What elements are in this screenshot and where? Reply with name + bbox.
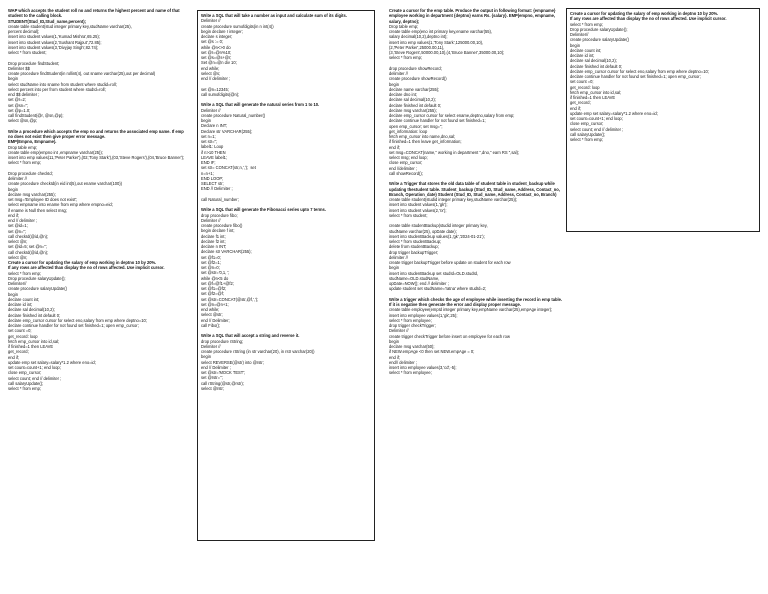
code-line: set @n=@n+1; [201, 301, 229, 307]
code-line: begin [570, 42, 581, 48]
code-line: select REVERSE(@str) into @rstr; [201, 359, 264, 365]
question-text: EMP(Empno, Empname). [8, 139, 57, 145]
code-line: Delimiter // [201, 217, 221, 223]
code-line: declare id int; [570, 53, 595, 58]
code-line: delimiter // [389, 254, 408, 260]
code-line: insert into student values(2,'rx'); [389, 207, 447, 213]
code-line: get_record; [8, 349, 29, 355]
code-line: declare dno int; [389, 92, 417, 97]
code-line: set @n=0; [201, 265, 220, 270]
code-line: Delimiter // [389, 328, 409, 334]
code-line: Declare n INT; [201, 123, 227, 129]
code-line: Declare str VARCHAR(255); [201, 128, 253, 134]
code-line: set @s=@s+@r; [201, 55, 232, 60]
code-line: end if; [8, 212, 20, 218]
code-line: insert into employee values(3,'cd',-5); [389, 365, 457, 370]
code-line: if finished=1 then leave get_information; [389, 139, 462, 145]
question-text: Write a Trigger that stores the old data table of student table in student_backup while updating thestudent table. Student_backup (Stud_ID, Stud_name, Address, Contact_no, Branch, Operation_date) Student (Stud_ID, Stud_name, Address, Contact_no, Branch) [389, 181, 562, 197]
code-line: set @s := 0; [201, 39, 224, 45]
code-line: begin [389, 81, 400, 87]
code-line: select @rstr; [201, 385, 225, 391]
code-line: create procedure sumofdigits(in n int(4)) [201, 23, 274, 29]
code-line: Drop procedure checkId; [8, 170, 53, 176]
code-line: set @id=1; [8, 223, 28, 229]
code-line: insert into student values(3,'Divyjay Singh',82.74); [8, 44, 99, 50]
code-line: call Fibo(); [201, 322, 221, 328]
code-line: (2,'Peter Parker',25000.00,11), [389, 44, 445, 50]
code-line: end $$ delimiter ; [8, 92, 40, 97]
code-line: select msg; end loop; [389, 155, 428, 160]
code-line: call sumofdigits(@n); [201, 91, 240, 97]
code-line: select * from employee; [389, 317, 432, 323]
code-line: declare msg varchar(255); [8, 191, 56, 197]
code-line: select * from employee; [389, 370, 432, 376]
code-line: create procedure salaryUpdate() [570, 37, 629, 43]
code-line: set @p=1.0; [8, 107, 31, 113]
code-line: drop procedure showRecord; [389, 65, 442, 71]
code-line: declare msg varchar(255); [389, 107, 437, 113]
code-line: call showRecord(); [389, 170, 423, 176]
code-line: close emp_cursor; [570, 121, 604, 127]
code-line: Delimiter // [201, 343, 221, 349]
code-line: n=n+1; [201, 170, 214, 176]
code-line: select * from emp; [570, 137, 603, 142]
code-line: declare sal decimal(10,2); [8, 307, 55, 313]
code-line: declare f2 int; [201, 238, 226, 244]
code-line: end// delimiter ; [389, 359, 417, 365]
code-line: create procedure salaryUpdate() [8, 286, 67, 292]
code-line: declare id int; [8, 302, 33, 307]
code-line: update emp set salary=salary*1.2 where eno=id; [8, 359, 96, 365]
code-line: end // Delimiter ; [201, 364, 231, 370]
code-line: insert into emp values(11,'Peter Parker'),(02,'Tony Stark'),(03,'Steve Rogers'),(04,'Bruce Banner'); [8, 155, 185, 160]
code-line: declare count int; [570, 47, 602, 53]
code-line: declare msg varchar(50); [389, 344, 435, 349]
code-line: set count =0; [570, 79, 594, 85]
code-line: declare emp_cursor cursor for select eno,salary from emp where deptno=10; [570, 68, 709, 74]
code-line: Drop procedure salaryUpdate(); [8, 275, 66, 281]
code-line: update student set studName='ratna' where studId=2; [389, 286, 487, 292]
code-line: LEAVE label1; [201, 154, 228, 160]
code-line: begin [8, 291, 19, 297]
code-line: set @f=@f1+@f2; [201, 280, 234, 286]
code-line: create procedure checkId(in eid int(5),out ename varchar(100)) [8, 181, 122, 187]
code-line: declare continue handler for not found set finished=1; open emp_cursor; [570, 74, 701, 79]
code-line: declare sal decimal(10,2); [570, 58, 617, 64]
code-line: select * from emp; [570, 21, 603, 27]
code-line: end if; [389, 144, 401, 150]
question-text: STUDENT(Stud_ID,Stud_name,percent); [8, 18, 87, 24]
code-line: select @n; [8, 254, 28, 260]
code-line: insert into student values(1,'gk'); [389, 202, 448, 208]
code-line: set @sn=''; [8, 102, 29, 108]
code-line: create procedure rString (in str varchar(20), in rstr varchar(20)) [201, 349, 315, 354]
code-line: if finished=1 then LEAVE [8, 344, 54, 349]
code-line: Drop table emp; [389, 23, 419, 29]
code-line: declare continue handler for not found set finished=1; open emp_cursor; [8, 323, 139, 328]
code-line: studName varchar(25), opDate date); [389, 228, 457, 234]
question-text: Write a SQL that will generate the Fibonacci series upto 7 terms. [201, 207, 326, 213]
code-line: salary decimal(10,2),deptno int); [389, 34, 448, 40]
code-line: drop trigger checkTrigger; [389, 323, 436, 328]
code-line: insert into studentBackup set studId=OLD.studId, [389, 270, 479, 276]
code-line: if ename is Null then select msg; [8, 207, 67, 213]
code-line: select @s; [201, 70, 221, 76]
code-line: select * from student; [389, 212, 428, 218]
code-line: percent decimal); [8, 29, 40, 34]
code-line: declare continue handler for not found set finished=1; [389, 118, 486, 124]
code-line: end // delimiter ; [8, 218, 38, 223]
code-line: end if; [389, 354, 401, 360]
code-line: while @n<5 do [201, 275, 229, 281]
code-line: if finished=1 then LEAVE [570, 95, 616, 100]
code-line: select percent into per from student where studId=roll; [8, 86, 106, 92]
code-line: set @str=CONCAT(@str,@f,','); [201, 296, 259, 302]
code-line: declare count int; [8, 296, 40, 302]
code-line: create table student(stud integer primary key,studName varchar(25), [8, 23, 132, 29]
code-line: set @r=@n%10; [201, 49, 232, 55]
code-line: begin [8, 186, 19, 192]
code-line: set n=1; [201, 133, 216, 139]
code-line: select * from emp; [389, 55, 422, 61]
code-line: create procedure Natural_number() [201, 112, 266, 118]
code-line: declare f1 int; [201, 233, 226, 239]
code-line: drop procedure fibo; [201, 212, 238, 218]
code-line: create table student(studid integer primary key,studName varchar(25)); [389, 197, 518, 202]
code-line: select * from emp; [8, 386, 41, 391]
code-line: set @r=2; [8, 97, 26, 103]
code-line: set count=count+1; end loop; [570, 116, 623, 121]
question-text: Write a SQL that will take a number as input and calculate sum of its digits. [201, 13, 347, 18]
question-text: Create a cursor for updating the salary of emp working in deptno 10 by 20%. [8, 260, 157, 265]
code-line: select * from emp; [8, 160, 41, 166]
code-line: select studName into sname from student where studid=roll; [8, 81, 117, 87]
code-line: set count=count+1; end loop; [8, 365, 61, 370]
code-line: call salaryUpdate(); [570, 131, 606, 137]
code-line: begin [201, 118, 212, 123]
code-line: Delimiter// [570, 32, 589, 37]
code-line: declare n INT; [201, 244, 227, 249]
code-line: select empname into ename from emp where empno=eid; [8, 202, 113, 208]
code-line: set count =0; [8, 328, 32, 334]
code-line: begin [389, 338, 400, 344]
code-line: select count; end // delimiter ; [8, 375, 62, 381]
code-line: label1: Loop [201, 144, 224, 150]
code-line: declare sal decimal(10,2); [389, 97, 436, 103]
code-line: begin [201, 354, 212, 360]
code-line: set str=''; [201, 139, 218, 144]
code-line: call checkId(@id,@n); [8, 233, 49, 239]
code-line: insert into student values(2,'Sushant Rajput',72.85); [8, 39, 102, 45]
code-line: Delimiter// [8, 281, 27, 286]
code-line: Drop table emp; [8, 144, 38, 150]
code-line: call checkId(@id,@n); [8, 249, 49, 255]
code-line: set msg='Employee ID does not exist'; [8, 197, 78, 202]
code-line: Delimiter // [201, 18, 221, 24]
code-line: drop procedure rString; [201, 338, 244, 344]
code-line: set @str='0,1, '; [201, 270, 230, 276]
code-line: select * from studentBackup; [389, 239, 442, 244]
code-line: fetch emp_cursor into id,sal; [8, 338, 60, 344]
code-line: Drop procedure salaryUpdate(); [570, 26, 628, 32]
code-line: end while; [201, 65, 220, 71]
code-line: END IF; [201, 160, 216, 165]
code-line: END // Delimiter ; [201, 186, 233, 192]
code-line: if NEW.empAge <0 then set NEW.empAge = 0; [389, 349, 475, 355]
code-line: declare str VARCHAR(255); [201, 249, 252, 255]
code-line: SELECT str; [201, 181, 224, 186]
code-line: Delimiter $$ [8, 65, 30, 71]
code-line: set @f2=1; [201, 259, 221, 265]
code-line: declare finished int default 0; [389, 102, 442, 108]
code-line: call findStudent(@r, @sn,@p); [8, 113, 64, 118]
code-line: fetch emp_cursor into id,sal; [570, 89, 622, 95]
code-line: delete from studentBackup; [389, 244, 439, 250]
code-line: insert into emp values(1,'Tony Stark',125000.00,10), [389, 39, 484, 45]
code-line: get_record; [570, 100, 591, 106]
question-text: If any rows are affected than display the no of rows affected. Use implicit cursor. [570, 16, 727, 22]
code-line: end // Delimiter; [201, 317, 230, 323]
question-text: WAP which accepts the student roll no and returns the highest percent and name of that student to the calling block. [8, 8, 181, 19]
code-line: end // delimiter ; [201, 76, 231, 81]
code-line: declare emp_cursor cursor for select ename,deptno,salary from emp; [389, 113, 515, 118]
question-text: Write a trigger which checks the age of employee while inserting the record in emp table. If it is negative then generate the error and display proper message. [389, 296, 564, 307]
code-line: begin [8, 76, 19, 82]
code-line: end while; [201, 307, 220, 312]
code-line: select @n; [8, 239, 28, 244]
question-text: If any rows are affected than display the no of rows affected. Use implicit cursor. [8, 265, 165, 271]
code-line: close emp_cursor; [389, 160, 423, 166]
code-line: Drop procedure findStudent; [8, 60, 60, 66]
code-line: create procedure fibo() [201, 223, 243, 228]
code-line: studName=OLD.studName, [389, 275, 440, 281]
column-1 [8, 8, 188, 391]
code-line: select * from emp; [8, 270, 41, 276]
code-line: delimiter // [389, 71, 408, 76]
code-line: end if; [570, 105, 582, 111]
code-line: close emp_cursor; [8, 370, 42, 376]
code-line: set @n=12345; [201, 86, 229, 92]
column-3 [389, 8, 565, 376]
code-line: open emp_cursor; set msg=''; [389, 123, 443, 129]
code-line: set msg=CONCAT(name," working in department ",dno," earn RS ",sal); [389, 149, 520, 155]
code-line: Delimiter // [201, 107, 221, 113]
code-line: end //delimiter ; [389, 165, 417, 171]
code-line: set @str='MOCK TEST'; [201, 370, 246, 375]
code-line: update emp set salary=salary*1.2 where eno=id; [570, 110, 658, 116]
code-line: get_record: loop [570, 84, 600, 90]
code-line: begin declare r integer; [201, 28, 243, 34]
code-line: select @sn,@p; [8, 118, 38, 124]
code-line: end if; [8, 354, 20, 360]
code-line: select count; end // delimiter ; [570, 126, 624, 132]
code-line: insert into student values(1,'Kumad Mishra',65.25); [8, 34, 100, 40]
code-line: begin [389, 265, 400, 271]
code-line: set @f1=@f2; [201, 286, 227, 291]
code-line: set str= CONCAT(str,n,','); set [201, 165, 256, 171]
code-line: insert into studentBackup values(1,'gk','2024-01-21'); [389, 233, 485, 239]
code-line: select @str; [201, 312, 223, 318]
column-2-boxed [197, 10, 375, 541]
code-line: declare emp_cursor cursor for select eno,salary from emp where deptno=10; [8, 317, 147, 323]
code-line: select * from student; [8, 50, 47, 55]
code-line: set @rstr=''; [201, 375, 223, 381]
code-line: set @f1=0; [201, 254, 221, 260]
code-line: create table emp(eno int primary key,ename varchar(55), [389, 29, 492, 34]
code-line: delimiter // [8, 176, 27, 181]
code-line: call Natural_number; [201, 196, 239, 202]
code-line: get_record: loop [8, 333, 38, 339]
question-text: Write a SQL that will accept a string and reverse it. [201, 333, 300, 339]
code-line: set @id=5; set @n=''; [8, 244, 48, 250]
code-line: (3,'Steve Rogers',50000.00,10),(4,'Bruce Banner',35000.00,10); [389, 50, 505, 55]
code-line: set @n=''; [8, 228, 27, 234]
code-line: call rString(@str,@rstr); [201, 380, 244, 386]
code-line: declare finished int default 0; [8, 312, 61, 318]
code-line: opDate=NOW(); end // delimiter ; [389, 281, 449, 286]
code-line: create procedure showRecord() [389, 76, 447, 82]
code-line: get_information: loop [389, 128, 428, 134]
code-line: if n>10 THEN [201, 149, 226, 155]
code-line: create trigger checkTrigger before insert on employee for each row [389, 333, 510, 339]
question-text: Create a cursor for the emp table. Produce the output in following format: {empname} employee working in department {deptno} earns Rs. {salary}. EMP(empno, empname, salary, deptno); [389, 8, 557, 24]
column-4-boxed [566, 8, 760, 232]
code-line: set @f2=@f; [201, 291, 224, 297]
code-line: create table studentBackup(studid integer primary key, [389, 223, 488, 229]
code-line: END LOOP; [201, 175, 224, 181]
code-line: create table employee(empId integer primary key,empName varchar(25),empAge integer); [389, 307, 553, 313]
code-line: drop trigger backupTrigger; [389, 249, 439, 255]
code-line: insert into employee values(1,'gk',25); [389, 312, 458, 318]
code-line: create trigger backupTrigger before update on student for each row [389, 260, 511, 265]
code-line: create table emp(empno int ,empname varchar(25)); [8, 149, 103, 155]
code-line: create procedure findStudent(in rollint(4), out sname varchar(25),out per decimal) [8, 71, 156, 76]
code-line: declare finished int default 0; [570, 63, 623, 69]
code-line: Set @n=@n div 10; [201, 60, 237, 66]
question-text: Write a SQL that will generate the natural series from 1 to 10. [201, 102, 320, 108]
code-line: declare s integer; [201, 34, 233, 39]
code-line: while @n<>0 do [201, 44, 231, 50]
code-line: fetch emp_cursor into name,dno,sal; [389, 134, 456, 139]
question-text: Create a cursor for updating the salary of emp working in deptno 10 by 20%. [570, 11, 719, 16]
code-line: declare name varchar(255); [389, 86, 440, 92]
code-line: call salaryUpdate(); [8, 380, 44, 386]
code-line: begin declare f int; [201, 228, 235, 234]
question-text: Write a procedure which accepts the emp no and returns the associated emp name. If emp no does not exist then give proper error message. [8, 128, 185, 139]
